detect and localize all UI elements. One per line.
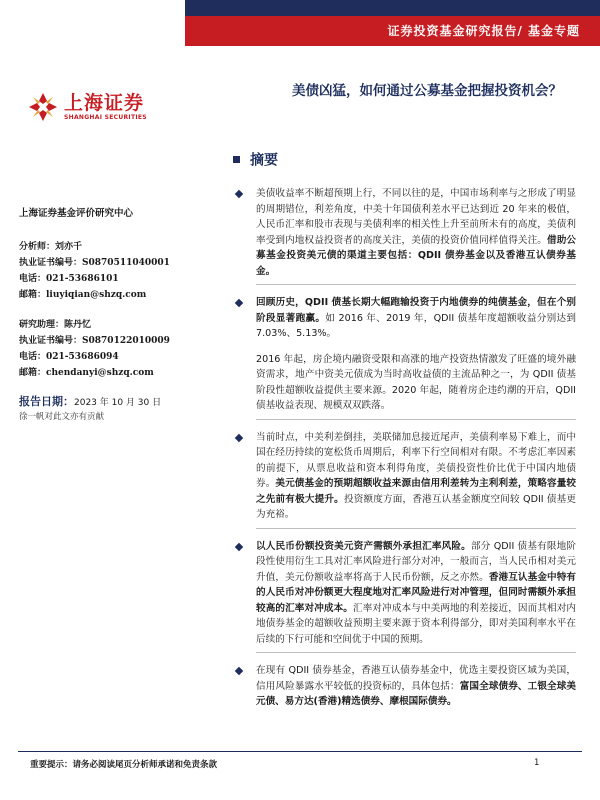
- logo-mark-icon: [28, 92, 58, 122]
- analyst-cert: S0870511040001: [82, 258, 170, 268]
- bullet-text: 投资额度方面，香港互认基金额度空间较 QDII 债基更为充裕。: [256, 493, 576, 520]
- assistant-cert: S0870122010009: [82, 336, 170, 346]
- assistant-phone: 021-53686094: [46, 352, 119, 362]
- assistant-name: 陈丹忆: [64, 320, 92, 330]
- footer-disclaimer: 重要提示：请务必阅读尾页分析师承诺和免责条款: [30, 760, 218, 770]
- research-center-name: 上海证券基金评价研究中心: [19, 208, 134, 219]
- logo-english-text: SHANGHAI SECURITIES: [64, 114, 147, 121]
- report-date: [19, 395, 199, 410]
- company-logo: [28, 92, 188, 122]
- analyst-contact: [19, 239, 199, 303]
- header-band: [185, 16, 600, 46]
- summary-bullet: [236, 295, 576, 342]
- square-bullet-icon: [233, 156, 240, 163]
- assistant-email-label: 邮箱：: [19, 368, 47, 378]
- summary-bullet: [236, 663, 576, 710]
- report-date-value: 2023 年 10 月 30 日: [74, 398, 162, 408]
- assistant-contact: [19, 317, 199, 381]
- analyst-name-label: 分析师：: [19, 242, 56, 252]
- divider: [256, 284, 576, 285]
- summary-bullet: [236, 186, 576, 279]
- diamond-bullet-icon: [235, 433, 243, 441]
- analyst-email[interactable]: liuyiqian@shzq.com: [46, 290, 147, 300]
- report-series-label: 证券投资基金研究报告/ 基金专题: [387, 24, 580, 38]
- bullet-bold-text: 美元债基金的预期超额收益来源由信用利差转为主利利差，策略容量较之先前有极大提升。: [256, 478, 577, 505]
- summary-heading: 摘要: [250, 152, 278, 169]
- divider: [256, 419, 576, 420]
- summary-bullet: [236, 430, 576, 523]
- report-title: 美债凶猛，如何通过公募基金把握投资机会？: [292, 83, 562, 99]
- diamond-bullet-icon: [235, 190, 243, 198]
- analyst-cert-label: 执业证书编号：: [19, 258, 83, 268]
- assistant-phone-label: 电话：: [19, 352, 47, 362]
- report-date-label: 报告日期：: [19, 395, 74, 408]
- diamond-bullet-icon: [235, 542, 243, 550]
- page-number: 1: [534, 758, 540, 768]
- divider: [256, 528, 576, 529]
- summary-bullet: [236, 539, 576, 648]
- bullet-bold-text: 以人民币份额投资美元资产需额外承担汇率风险。: [256, 540, 471, 552]
- footer-divider: [18, 751, 582, 752]
- logo-chinese-text: 上海证券: [64, 92, 145, 114]
- top-accent-bar: [185, 0, 600, 16]
- analyst-name: 刘亦千: [55, 242, 83, 252]
- author-sidebar: [19, 205, 199, 422]
- summary-section-title: [233, 152, 278, 168]
- assistant-email[interactable]: chendanyi@shzq.com: [46, 368, 154, 378]
- analyst-phone: 021-53686101: [46, 274, 119, 284]
- bullet-text: 美债收益率不断超预期上行，不同以往的是，中国市场利率与之形成了明显的周期错位，利差角度，中美十年国债利差水平已达到近 20 年来的极值，人民币汇率和股市表现与美债利率的相关性上升至前所未有的高度，美债利率受到内地权益投资者的高度关注，美债的投资价值同样值得关注。: [256, 188, 576, 246]
- assistant-cert-label: 执业证书编号：: [19, 336, 83, 346]
- bullet-bold-text: 借助公募基金投资美元债的渠道主要包括：QDII 债券基金以及香港互认债券基金。: [256, 234, 577, 277]
- analyst-email-label: 邮箱：: [19, 290, 47, 300]
- divider: [256, 652, 576, 653]
- bullet-text: 如 2016 年、2019 年，QDII 债基年度超额收益分别达到 7.03%、5.13%。: [256, 312, 576, 339]
- summary-body: [236, 186, 576, 710]
- bullet-bold-text: 香港互认基金中特有的人民币对冲份额更大程度地对汇率风险进行对冲管理，但同时需额外承担较高的汇率对冲成本。: [256, 571, 577, 614]
- bullet-bold-text: 回顾历史，QDII 债基长期大幅跑输投资于内地债券的纯债基金，但在个别阶段显著跑赢。: [256, 297, 576, 324]
- bullet-bold-text: 富国全球债券、工银全球美元债、易方达(香港)精选债券、摩根国际债券。: [256, 680, 577, 707]
- bullet-text: 部分 QDII 债基有限地阶段性使用衍生工具对汇率风险进行部分对冲，一般而言，当人民币相对美元升值，美元份额收益率将高于人民币份额，反之亦然。: [256, 540, 577, 583]
- bullet-text: 在现有 QDII 债券基金，香港互认债券基金中，优选主要投资区域为美国，信用风险暴露水平较低的投资标的，具体包括：: [256, 665, 576, 692]
- summary-paragraph: 2016 年起，房企境内融资受限和高涨的地产投资热情激发了旺盛的境外融资需求，地产中资美元债成为当时高收益债的主流品种之一，为 QDII 债基阶段性超额收益提供主要来源。2020 年起，随着房企违约潮的开启，QDII 债基收益表现、规模双双跌落。: [256, 353, 576, 411]
- analyst-phone-label: 电话：: [19, 274, 47, 284]
- bullet-text: 当前时点，中美利差倒挂，美联储加息接近尾声，美债利率易下难上，而中国在经历持续的宽松货币周期后，利率下行空间相对有限。不考虑汇率因素的前提下，从票息收益和资本利得角度，美债投资性价比优于中国内地债券。: [256, 431, 576, 489]
- assistant-name-label: 研究助理：: [19, 320, 65, 330]
- contributor-note: 徐一帆对此文亦有贡献: [19, 412, 105, 422]
- diamond-bullet-icon: [235, 299, 243, 307]
- diamond-bullet-icon: [235, 667, 243, 675]
- bullet-text: 汇率对冲成本与中美两地的利差接近，因而其相对内地债券基金的超额收益预期主要来源于资本利得部分，即对美国利率水平在后续的下行可能和空间优于中国的预期。: [256, 602, 577, 645]
